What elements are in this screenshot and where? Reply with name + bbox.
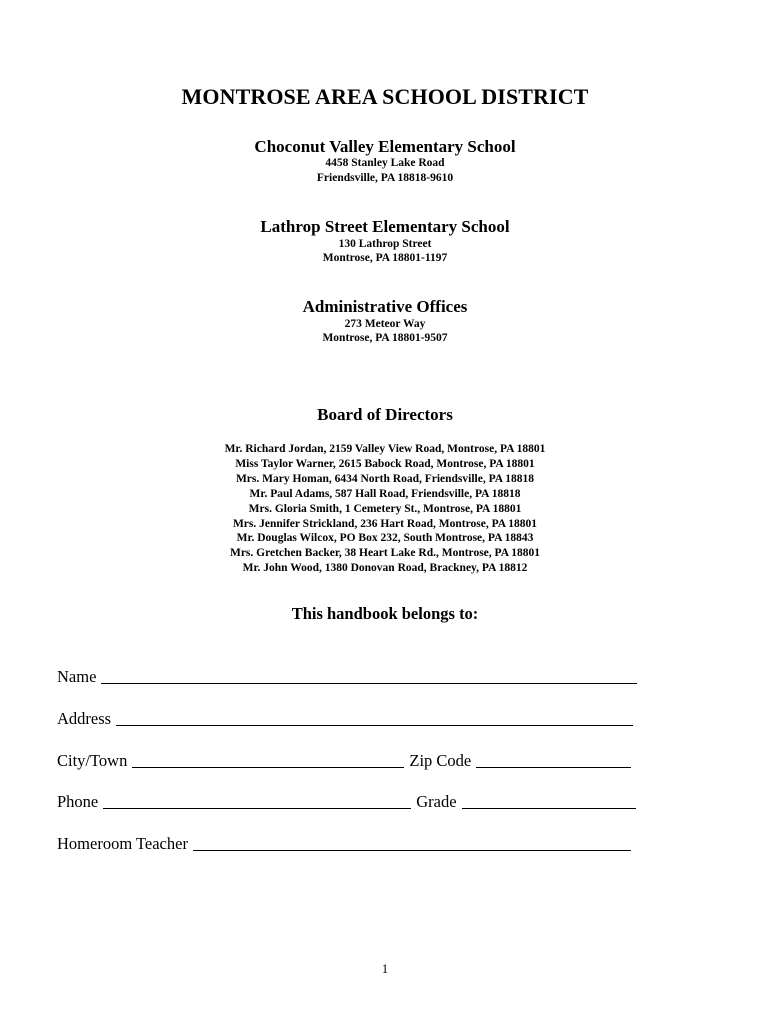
city-label: City/Town xyxy=(57,751,128,770)
city-zip-row xyxy=(57,751,631,771)
school-name-lathrop: Lathrop Street Elementary School xyxy=(260,217,510,236)
board-member: Mr. Paul Adams, 587 Hall Road, Friendsville, PA 18818 xyxy=(249,487,521,500)
grade-field[interactable] xyxy=(462,792,636,809)
zip-field[interactable] xyxy=(476,751,631,768)
school-address-line1: 4458 Stanley Lake Road xyxy=(325,157,445,169)
admin-address-line2: Montrose, PA 18801-9507 xyxy=(322,332,448,344)
district-title: MONTROSE AREA SCHOOL DISTRICT xyxy=(181,84,589,109)
school-address-line1: 130 Lathrop Street xyxy=(338,238,432,250)
handbook-owner-heading: This handbook belongs to: xyxy=(291,604,479,623)
admin-offices-title: Administrative Offices xyxy=(302,297,468,316)
board-member: Mr. Richard Jordan, 2159 Valley View Road, Montrose, PA 18801 xyxy=(224,443,546,455)
zip-label: Zip Code xyxy=(409,751,472,770)
city-field[interactable] xyxy=(132,751,404,768)
phone-grade-row xyxy=(57,792,636,812)
board-member: Mrs. Mary Homan, 6434 North Road, Friendsville, PA 18818 xyxy=(235,472,535,485)
phone-field[interactable] xyxy=(103,792,411,809)
address-label: Address xyxy=(57,709,112,728)
name-label: Name xyxy=(57,667,97,686)
grade-label: Grade xyxy=(416,792,457,811)
school-address-line2: Montrose, PA 18801-1197 xyxy=(322,252,448,264)
board-member: Mrs. Gloria Smith, 1 Cemetery St., Montrose, PA 18801 xyxy=(248,502,522,515)
board-member: Mr. John Wood, 1380 Donovan Road, Brackney, PA 18812 xyxy=(242,562,528,575)
board-member: Mr. Douglas Wilcox, PO Box 232, South Montrose, PA 18843 xyxy=(236,532,534,545)
address-field-row xyxy=(57,709,633,729)
page-number: 1 xyxy=(381,962,389,976)
address-field[interactable] xyxy=(116,709,633,726)
teacher-field[interactable] xyxy=(193,834,631,851)
board-member: Miss Taylor Warner, 2615 Babock Road, Montrose, PA 18801 xyxy=(235,457,535,470)
name-field-row xyxy=(57,667,637,687)
board-member: Mrs. Gretchen Backer, 38 Heart Lake Rd., Montrose, PA 18801 xyxy=(229,547,541,560)
school-address-line2: Friendsville, PA 18818-9610 xyxy=(316,172,454,184)
school-name-choconut: Choconut Valley Elementary School xyxy=(254,137,516,156)
board-member-list xyxy=(0,442,770,576)
name-field[interactable] xyxy=(101,667,637,684)
board-title: Board of Directors xyxy=(317,405,453,424)
board-member: Mrs. Jennifer Strickland, 236 Hart Road, Montrose, PA 18801 xyxy=(232,517,538,530)
teacher-field-row xyxy=(57,834,631,854)
phone-label: Phone xyxy=(57,792,99,811)
teacher-label: Homeroom Teacher xyxy=(57,834,188,853)
admin-address-line1: 273 Meteor Way xyxy=(344,318,426,330)
